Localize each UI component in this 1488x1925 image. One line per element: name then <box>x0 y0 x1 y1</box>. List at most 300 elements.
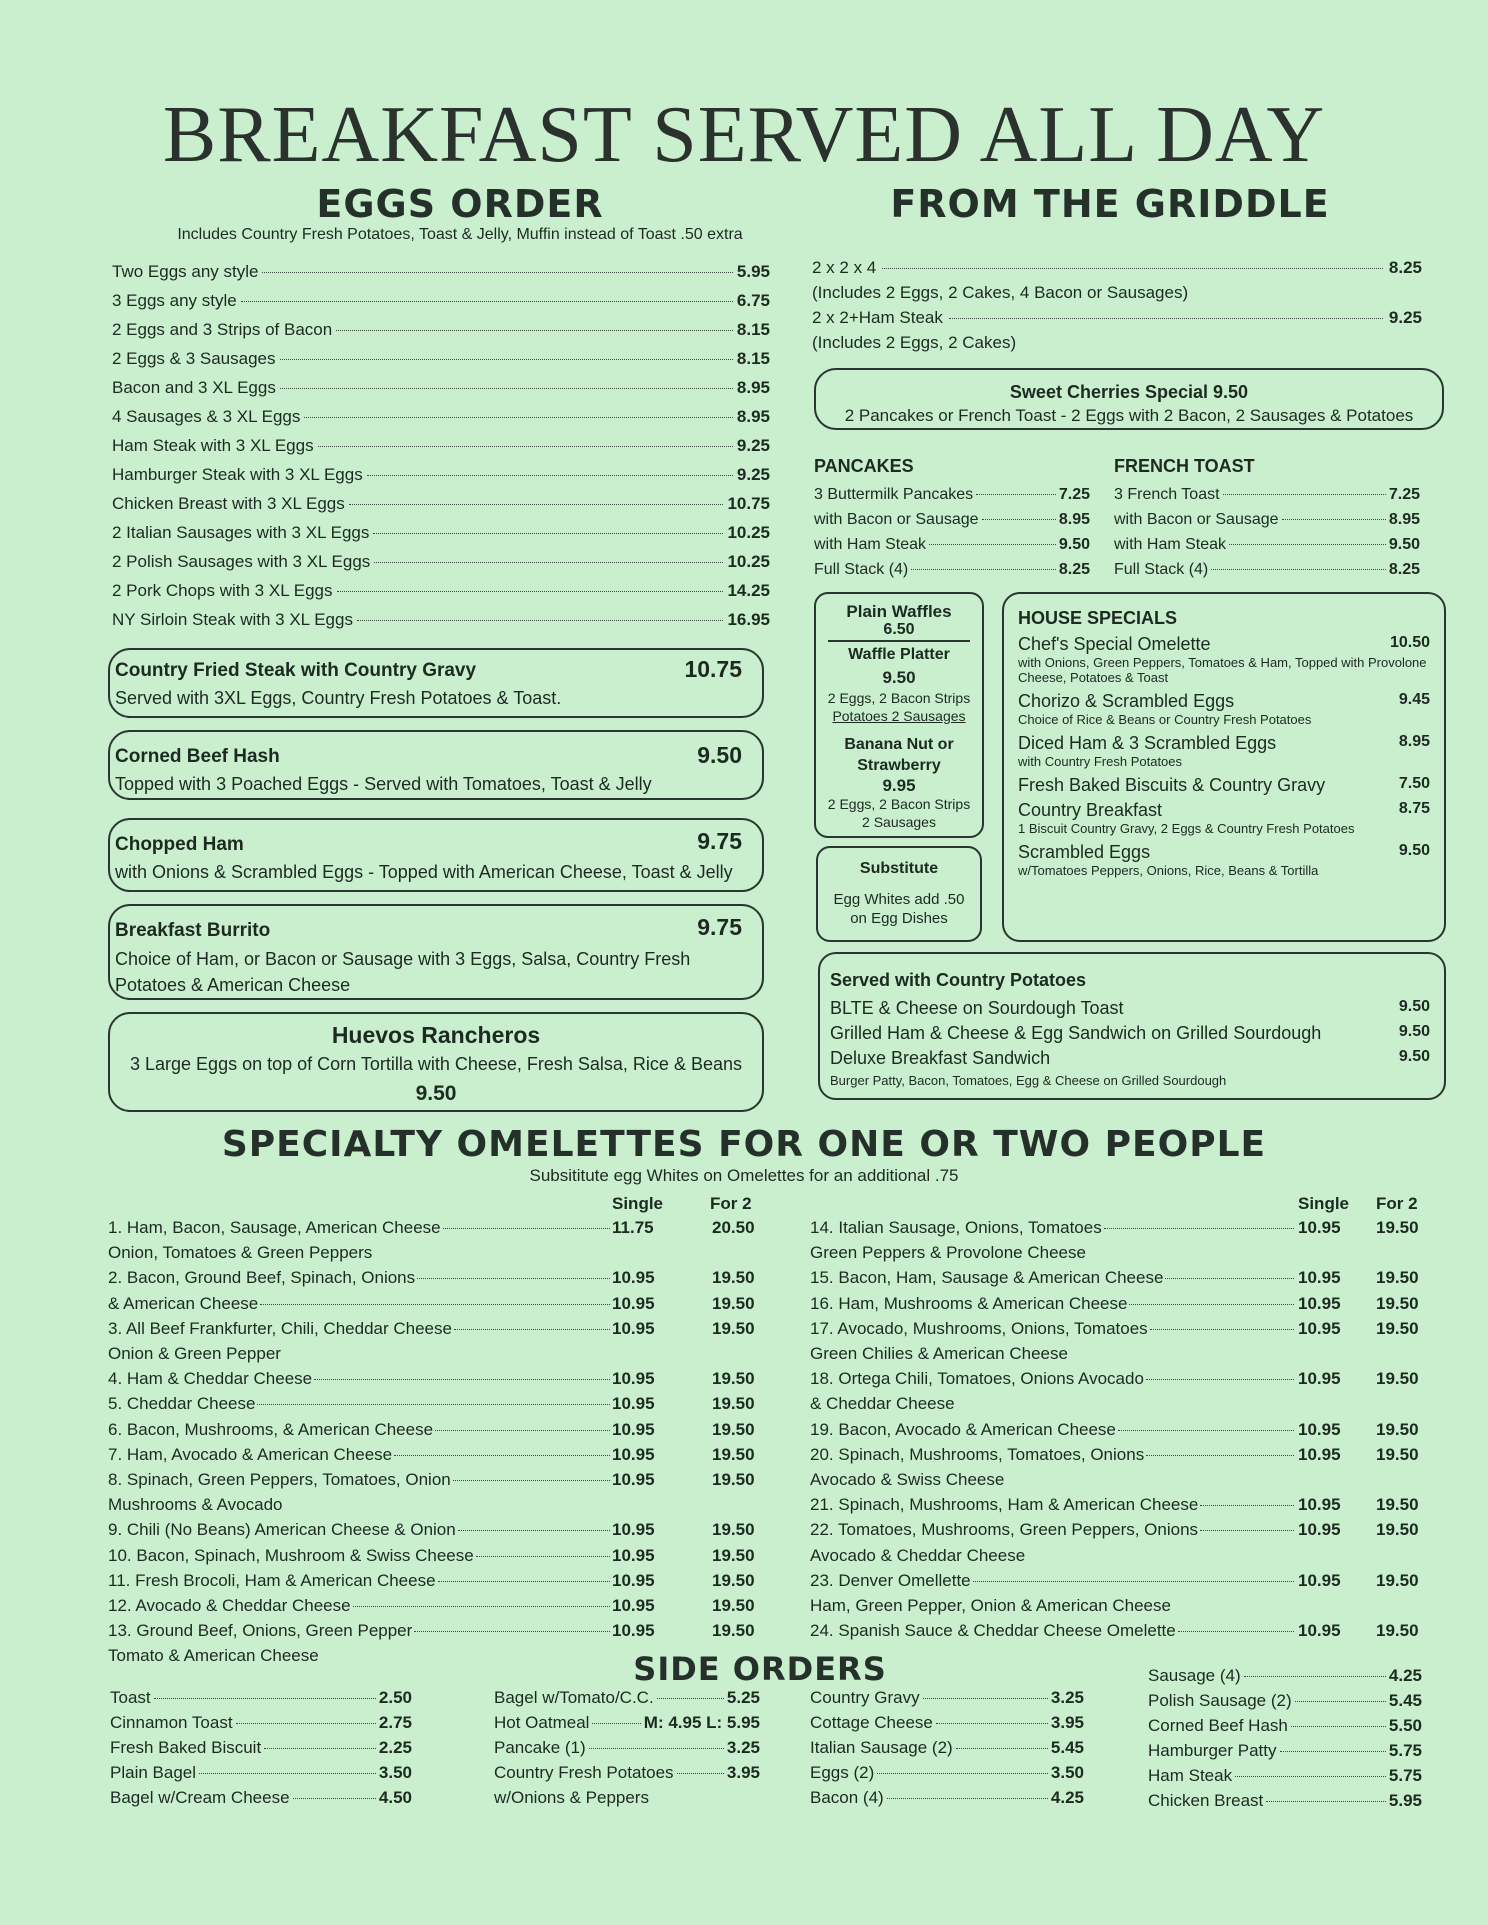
plain-waffles-price: 6.50 <box>883 621 915 638</box>
dot-leader <box>1229 543 1386 545</box>
omelette-row <box>108 1318 755 1344</box>
omelette-row <box>108 1444 755 1470</box>
omelette-row <box>108 1646 612 1671</box>
dot-leader <box>929 543 1056 545</box>
item-name: Hamburger Steak with 3 XL Eggs <box>112 465 363 484</box>
box-title: Huevos Rancheros <box>331 1022 541 1048</box>
special-desc: 2 Pancakes or French Toast - 2 Eggs with 2 Bacon, 2 Sausages & Potatoes <box>844 406 1414 425</box>
for2-price: 19.50 <box>712 1268 755 1288</box>
item-price: 8.25 <box>1388 561 1420 578</box>
omelette-row <box>810 1344 1296 1369</box>
omelette-name: Green Chilies & American Cheese <box>810 1344 1068 1363</box>
banana-strawberry-desc: 2 Eggs, 2 Bacon Strips <box>827 796 971 812</box>
omelette-row <box>108 1470 755 1495</box>
item-price: 7.50 <box>1398 775 1430 792</box>
side-order-item <box>494 1763 760 1788</box>
box-title: Country Fried Steak with Country Gravy <box>115 660 477 681</box>
omelette-name: Green Peppers & Provolone Cheese <box>810 1243 1086 1263</box>
dot-leader <box>257 1403 610 1405</box>
side-order-item <box>110 1763 412 1788</box>
for2-price: 19.50 <box>712 1520 755 1540</box>
item-name: 2 Eggs and 3 Strips of Bacon <box>112 320 333 339</box>
item-name: 3 Eggs any style <box>112 291 237 310</box>
item-price: 5.50 <box>1388 1716 1422 1735</box>
dot-leader <box>373 532 723 534</box>
pancakes-item <box>814 536 1090 561</box>
side-order-item <box>1148 1666 1422 1691</box>
for2-price: 19.50 <box>1376 1570 1419 1590</box>
side-orders-col-4 <box>1148 1666 1422 1816</box>
dot-leader <box>241 300 733 302</box>
omelette-row <box>810 1570 1419 1596</box>
side-order-item <box>110 1738 412 1763</box>
single-price: 10.95 <box>1298 1293 1341 1313</box>
griddle-heading: FROM THE GRIDDLE <box>890 182 1330 226</box>
omelette-name: 3. All Beef Frankfurter, Chili, Cheddar Cheese <box>108 1318 452 1338</box>
omelette-row <box>810 1293 1419 1319</box>
dot-leader <box>394 1454 610 1456</box>
omelettes-subtitle: Subsititute egg Whites on Omelettes for an additional .75 <box>529 1166 959 1185</box>
item-price: 5.75 <box>1388 1741 1422 1760</box>
single-price: 10.95 <box>1298 1318 1341 1338</box>
single-price: 10.95 <box>1298 1495 1341 1515</box>
griddle-item-desc: (Includes 2 Eggs, 2 Cakes) <box>812 333 1017 352</box>
omelette-name: 14. Italian Sausage, Onions, Tomatoes <box>810 1218 1102 1237</box>
item-name: Country Gravy <box>810 1688 920 1707</box>
omelette-name: & Cheddar Cheese <box>810 1394 955 1414</box>
eggs-order-item <box>112 407 770 436</box>
pancakes-heading: PANCAKES <box>814 456 914 476</box>
item-price: 3.95 <box>726 1763 760 1782</box>
item-price: 10.25 <box>727 523 770 542</box>
omelette-name: & American Cheese <box>108 1293 259 1313</box>
house-specials-heading: HOUSE SPECIALS <box>1018 608 1178 628</box>
side-order-item <box>1148 1766 1422 1791</box>
single-price: 10.95 <box>612 1444 655 1464</box>
dot-leader <box>438 1580 610 1582</box>
omelette-row <box>108 1570 755 1596</box>
country-potatoes-item <box>830 1048 1430 1069</box>
omelette-row <box>108 1394 755 1419</box>
side-order-item <box>494 1713 760 1738</box>
omelette-name: 1. Ham, Bacon, Sausage, American Cheese <box>108 1218 441 1237</box>
omelettes-heading: SPECIALTY OMELETTES FOR ONE OR TWO PEOPLE <box>221 1124 1267 1165</box>
item-price: 4.25 <box>1050 1788 1084 1807</box>
omelette-name: 21. Spinach, Mushrooms, Ham & American Cheese <box>810 1495 1199 1515</box>
omelette-name: Mushrooms & Avocado <box>108 1495 283 1515</box>
omelette-name: 8. Spinach, Green Peppers, Tomatoes, Onion <box>108 1470 451 1489</box>
dot-leader <box>476 1555 610 1557</box>
eggs-order-item <box>112 436 770 465</box>
for2-price: 19.50 <box>712 1545 755 1565</box>
item-name: Fresh Baked Biscuits & Country Gravy <box>1018 775 1326 795</box>
item-price: 3.25 <box>726 1738 760 1757</box>
item-name: Plain Bagel <box>110 1763 197 1782</box>
omelette-row <box>810 1318 1419 1344</box>
single-price: 10.95 <box>1298 1444 1341 1464</box>
house-special-item <box>1018 775 1430 796</box>
item-price: 9.50 <box>1398 842 1430 859</box>
item-price: 9.50 <box>1388 536 1420 553</box>
single-column-header: Single <box>612 1194 664 1213</box>
item-price: 5.95 <box>1388 1791 1422 1810</box>
omelette-name: 23. Denver Omellette <box>810 1570 971 1590</box>
omelette-name: Tomato & American Cheese <box>108 1646 319 1666</box>
waffle-platter-label: Waffle Platter <box>848 646 950 663</box>
item-price: 16.95 <box>727 610 770 629</box>
for2-price: 19.50 <box>712 1621 755 1641</box>
waffles-box <box>814 592 984 838</box>
item-desc: w/Tomatoes Peppers, Onions, Rice, Beans & Tortilla <box>1018 863 1319 878</box>
dot-leader <box>887 1797 1048 1799</box>
box-price: 9.75 <box>697 828 742 854</box>
omelette-row <box>108 1344 612 1369</box>
single-column-header: Single <box>1298 1194 1350 1213</box>
item-name: Chicken Breast <box>1148 1791 1264 1810</box>
house-special-item <box>1018 733 1430 754</box>
item-price: 2.50 <box>378 1688 412 1707</box>
item-price: 2.75 <box>378 1713 412 1732</box>
eggs-order-item <box>112 581 770 610</box>
house-special-item <box>1018 800 1430 821</box>
country-potatoes-item <box>830 1023 1430 1044</box>
item-name: Country Breakfast <box>1018 800 1163 820</box>
eggs-order-item <box>112 465 770 494</box>
dot-leader <box>374 561 723 563</box>
omelette-name: 7. Ham, Avocado & American Cheese <box>108 1444 393 1464</box>
omelette-row <box>810 1520 1419 1545</box>
side-order-item <box>1148 1691 1422 1716</box>
griddle-combo-list <box>812 258 1422 358</box>
item-name: with Bacon or Sausage <box>814 511 979 528</box>
item-price: 7.25 <box>1058 486 1090 503</box>
for2-price: 20.50 <box>712 1218 755 1237</box>
single-price: 10.95 <box>1298 1369 1341 1389</box>
dot-leader <box>923 1697 1048 1699</box>
house-special-item <box>1018 634 1430 655</box>
item-name: Fresh Baked Biscuit <box>110 1738 262 1757</box>
dot-leader <box>318 445 733 447</box>
for2-price: 19.50 <box>712 1394 755 1414</box>
item-name: Cinnamon Toast <box>110 1713 233 1732</box>
for2-price: 19.50 <box>1376 1621 1419 1641</box>
pancakes-item <box>814 511 1090 536</box>
dot-leader <box>262 271 732 273</box>
for2-price: 19.50 <box>1376 1495 1419 1515</box>
item-name: Bagel w/Cream Cheese <box>110 1788 290 1807</box>
side-order-item <box>110 1713 412 1738</box>
dot-leader <box>956 1747 1048 1749</box>
dot-leader <box>589 1747 724 1749</box>
griddle-item: 2 x 2+Ham Steak 9.25 <box>812 308 1422 327</box>
house-specials-list <box>1018 634 1430 884</box>
item-price: 2.25 <box>378 1738 412 1757</box>
single-price: 10.95 <box>612 1419 655 1439</box>
item-price: 5.75 <box>1388 1766 1422 1785</box>
item-name: 2 Italian Sausages with 3 XL Eggs <box>112 523 370 542</box>
breakfast-burrito-box <box>108 904 764 1000</box>
item-price: 8.75 <box>1398 800 1430 817</box>
item-name: Grilled Ham & Cheese & Egg Sandwich on Grilled Sourdough <box>830 1023 1322 1043</box>
side-order-item <box>810 1788 1084 1813</box>
omelette-name: Avocado & Swiss Cheese <box>810 1470 1005 1489</box>
eggs-order-item <box>112 494 770 523</box>
country-potatoes-heading: Served with Country Potatoes <box>830 970 1087 990</box>
single-price: 10.95 <box>612 1596 655 1615</box>
omelette-row <box>108 1218 755 1243</box>
dot-leader <box>677 1772 724 1774</box>
for2-price: 19.50 <box>1376 1419 1419 1439</box>
item-name: Scrambled Eggs <box>1018 842 1151 862</box>
side-order-item <box>494 1688 760 1713</box>
item-name: Sausage (4) <box>1148 1666 1241 1685</box>
omelette-row <box>810 1621 1419 1646</box>
single-price: 10.95 <box>612 1268 655 1288</box>
eggs-order-item <box>112 523 770 552</box>
box-title: Chopped Ham <box>115 834 244 855</box>
omelette-name: 18. Ortega Chili, Tomatoes, Onions Avocado <box>810 1369 1144 1389</box>
dot-leader <box>1150 1328 1294 1330</box>
dot-leader <box>260 1303 610 1305</box>
item-name: Bacon and 3 XL Eggs <box>112 378 276 397</box>
single-price: 10.95 <box>612 1621 655 1641</box>
omelette-row <box>108 1419 755 1445</box>
item-price: 7.25 <box>1388 486 1420 503</box>
item-name: Diced Ham & 3 Scrambled Eggs <box>1018 733 1277 753</box>
box-desc: 3 Large Eggs on top of Corn Tortilla with Cheese, Fresh Salsa, Rice & Beans <box>130 1054 742 1074</box>
eggs-order-item <box>112 320 770 349</box>
item-name: 2 Polish Sausages with 3 XL Eggs <box>112 552 371 571</box>
dot-leader <box>280 358 733 360</box>
griddle-item: 2 x 2 x 4 8.25 <box>812 258 1422 277</box>
chopped-ham-box <box>108 818 764 892</box>
omelette-row <box>810 1444 1419 1470</box>
special-title: Sweet Cherries Special 9.50 <box>1009 382 1249 402</box>
for2-price: 19.50 <box>712 1293 755 1313</box>
item-price: 9.25 <box>736 465 770 484</box>
dot-leader <box>1291 1725 1386 1727</box>
omelette-name: Onion & Green Pepper <box>108 1344 281 1363</box>
for2-price: 19.50 <box>712 1596 755 1615</box>
item-name: Pancake (1) <box>494 1738 586 1757</box>
for2-price: 19.50 <box>1376 1293 1419 1313</box>
dot-leader <box>264 1747 376 1749</box>
box-desc: Choice of Ham, or Bacon or Sausage with 3 Eggs, Salsa, Country Fresh Potatoes & American Cheese <box>115 949 691 995</box>
dot-leader <box>357 619 723 621</box>
omelette-row <box>108 1268 755 1293</box>
item-price: 5.45 <box>1050 1738 1084 1757</box>
for2-price: 19.50 <box>1376 1520 1419 1540</box>
eggs-order-item <box>112 349 770 378</box>
item-price: 9.50 <box>1058 536 1090 553</box>
omelette-row <box>810 1369 1419 1394</box>
side-order-item <box>810 1688 1084 1713</box>
omelette-name: 5. Cheddar Cheese <box>108 1394 256 1414</box>
omelette-name: Avocado & Cheddar Cheese <box>810 1545 1026 1565</box>
omelette-row <box>810 1218 1419 1243</box>
french-toast-item <box>1114 561 1420 586</box>
box-price: 9.50 <box>697 742 742 768</box>
single-price: 10.95 <box>612 1470 655 1489</box>
omelette-row <box>108 1520 755 1545</box>
dot-leader <box>982 518 1056 520</box>
item-price: 5.95 <box>736 262 770 281</box>
omelette-name: 11. Fresh Brocoli, Ham & American Cheese <box>108 1570 436 1590</box>
dot-leader <box>1244 1675 1386 1677</box>
omelette-name: 22. Tomatoes, Mushrooms, Green Peppers, Onions <box>810 1520 1199 1540</box>
page-title: BREAKFAST SERVED ALL DAY <box>162 91 1326 179</box>
single-price: 10.95 <box>612 1545 655 1565</box>
dot-leader <box>976 493 1056 495</box>
omelette-name: 19. Bacon, Avocado & American Cheese <box>810 1419 1116 1439</box>
side-order-item <box>494 1788 760 1813</box>
substitute-desc: Egg Whites add .50 on Egg Dishes <box>833 891 965 927</box>
item-name: 4 Sausages & 3 XL Eggs <box>112 407 301 426</box>
single-price: 10.95 <box>1298 1218 1341 1237</box>
omelette-row <box>108 1545 755 1571</box>
dot-leader <box>458 1529 610 1531</box>
omelette-name: 12. Avocado & Cheddar Cheese <box>108 1596 351 1615</box>
omelette-row <box>810 1268 1419 1293</box>
eggs-order-subtitle: Includes Country Fresh Potatoes, Toast & Jelly, Muffin instead of Toast .50 extra <box>177 226 743 243</box>
item-price: 4.50 <box>378 1788 412 1807</box>
dot-leader <box>1118 1429 1294 1431</box>
eggs-order-item <box>112 262 770 291</box>
french-toast-list <box>1114 486 1420 586</box>
item-name: Hamburger Patty <box>1148 1741 1277 1760</box>
dot-leader <box>236 1722 376 1724</box>
side-order-item <box>1148 1791 1422 1816</box>
item-name: Bacon (4) <box>810 1788 884 1807</box>
dot-leader <box>1200 1529 1294 1531</box>
item-name: Two Eggs any style <box>112 262 259 281</box>
item-name: Country Fresh Potatoes <box>494 1763 674 1782</box>
dot-leader <box>1104 1227 1294 1229</box>
dot-leader <box>877 1772 1048 1774</box>
side-orders-col-3 <box>810 1688 1084 1813</box>
dot-leader <box>280 387 733 389</box>
dot-leader <box>973 1580 1294 1582</box>
item-name: 2 Eggs & 3 Sausages <box>112 349 276 368</box>
single-price: 11.75 <box>612 1218 654 1237</box>
dot-leader <box>435 1429 610 1431</box>
dot-leader <box>1200 1504 1294 1506</box>
item-price: 9.25 <box>736 436 770 455</box>
box-price: 10.75 <box>684 656 742 682</box>
eggs-order-list <box>112 262 770 639</box>
dot-leader <box>1280 1750 1386 1752</box>
dot-leader <box>1165 1277 1294 1279</box>
omelette-row <box>108 1621 755 1646</box>
house-special-item <box>1018 842 1430 863</box>
box-desc: Topped with 3 Poached Eggs - Served with Tomatoes, Toast & Jelly <box>115 774 652 794</box>
item-desc: 1 Biscuit Country Gravy, 2 Eggs & Country Fresh Potatoes <box>1018 821 1355 836</box>
dot-leader <box>154 1697 376 1699</box>
item-price: 8.15 <box>736 320 770 339</box>
waffle-platter-desc: 2 Eggs, 2 Bacon Strips <box>827 690 971 706</box>
for2-price: 19.50 <box>1376 1318 1419 1338</box>
omelette-row <box>810 1394 1296 1419</box>
omelette-row <box>810 1243 1296 1268</box>
side-order-item <box>494 1738 760 1763</box>
dot-leader <box>314 1378 610 1380</box>
dot-leader <box>336 329 733 331</box>
dot-leader <box>1146 1454 1294 1456</box>
item-price: 5.25 <box>726 1688 760 1707</box>
item-price: 6.75 <box>736 291 770 310</box>
item-desc: Burger Patty, Bacon, Tomatoes, Egg & Cheese on Grilled Sourdough <box>830 1073 1227 1088</box>
item-price: 3.25 <box>1050 1688 1084 1707</box>
corned-beef-hash-box <box>108 730 764 800</box>
item-price: 5.45 <box>1388 1691 1422 1710</box>
waffles-divider <box>828 640 970 642</box>
item-name: with Bacon or Sausage <box>1114 511 1279 528</box>
dot-leader <box>453 1479 610 1481</box>
item-price: 10.25 <box>727 552 770 571</box>
omelette-row <box>108 1596 755 1621</box>
item-name: BLTE & Cheese on Sourdough Toast <box>830 998 1124 1018</box>
banana-strawberry-desc: 2 Sausages <box>862 814 936 830</box>
omelette-name: 9. Chili (No Beans) American Cheese & Onion <box>108 1520 456 1540</box>
for2-price: 19.50 <box>1376 1218 1419 1237</box>
item-name: Chef's Special Omelette <box>1018 634 1211 654</box>
box-desc: with Onions & Scrambled Eggs - Topped with American Cheese, Toast & Jelly <box>115 862 733 882</box>
pancakes-section <box>814 456 1090 586</box>
single-price: 10.95 <box>1298 1419 1341 1439</box>
item-name: Corned Beef Hash <box>1148 1716 1288 1735</box>
dot-leader <box>1266 1800 1386 1802</box>
item-name: Bagel w/Tomato/C.C. <box>494 1688 654 1707</box>
dot-leader <box>337 590 724 592</box>
dot-leader <box>454 1328 610 1330</box>
sweet-cherries-special-box <box>814 368 1444 430</box>
side-order-item <box>810 1713 1084 1738</box>
omelette-name: 13. Ground Beef, Onions, Green Pepper <box>108 1621 413 1641</box>
item-name: Ham Steak with 3 XL Eggs <box>112 436 314 455</box>
item-price: 3.95 <box>1050 1713 1084 1732</box>
omelette-name: 20. Spinach, Mushrooms, Tomatoes, Onions <box>810 1444 1145 1464</box>
substitute-box <box>816 846 982 942</box>
item-desc: with Onions, Green Peppers, Tomatoes & Ham, Topped with Provolone Cheese, Potatoes & Toast <box>1018 655 1427 685</box>
omelette-name: 16. Ham, Mushrooms & American Cheese <box>810 1293 1128 1313</box>
for2-price: 19.50 <box>1376 1268 1419 1288</box>
dot-leader <box>304 416 733 418</box>
single-price: 10.95 <box>1298 1268 1341 1288</box>
item-price: 8.95 <box>736 407 770 426</box>
waffle-platter-price: 9.50 <box>882 668 916 687</box>
box-title: Breakfast Burrito <box>115 920 271 941</box>
item-name: w/Onions & Peppers <box>494 1788 649 1807</box>
item-name: Ham Steak <box>1148 1766 1233 1785</box>
item-price: 8.95 <box>1058 511 1090 528</box>
dot-leader <box>1223 493 1386 495</box>
for2-price: 19.50 <box>712 1570 755 1590</box>
french-toast-heading: FRENCH TOAST <box>1114 456 1255 476</box>
waffle-platter-desc: Potatoes 2 Sausages <box>832 708 966 724</box>
omelette-name: Ham, Green Pepper, Onion & American Cheese <box>810 1596 1171 1615</box>
dot-leader <box>443 1227 610 1229</box>
item-name: Polish Sausage (2) <box>1148 1691 1292 1710</box>
omelette-name: 6. Bacon, Mushrooms, & American Cheese <box>108 1419 434 1439</box>
side-order-item <box>1148 1716 1422 1741</box>
substitute-title: Substitute <box>859 860 939 877</box>
side-order-item <box>810 1738 1084 1763</box>
omelette-name: 17. Avocado, Mushrooms, Onions, Tomatoes <box>810 1318 1148 1338</box>
item-price: 10.75 <box>727 494 770 513</box>
item-name: Hot Oatmeal <box>494 1713 590 1732</box>
item-price: 9.45 <box>1398 691 1430 708</box>
plain-waffles-label: Plain Waffles <box>846 602 952 621</box>
